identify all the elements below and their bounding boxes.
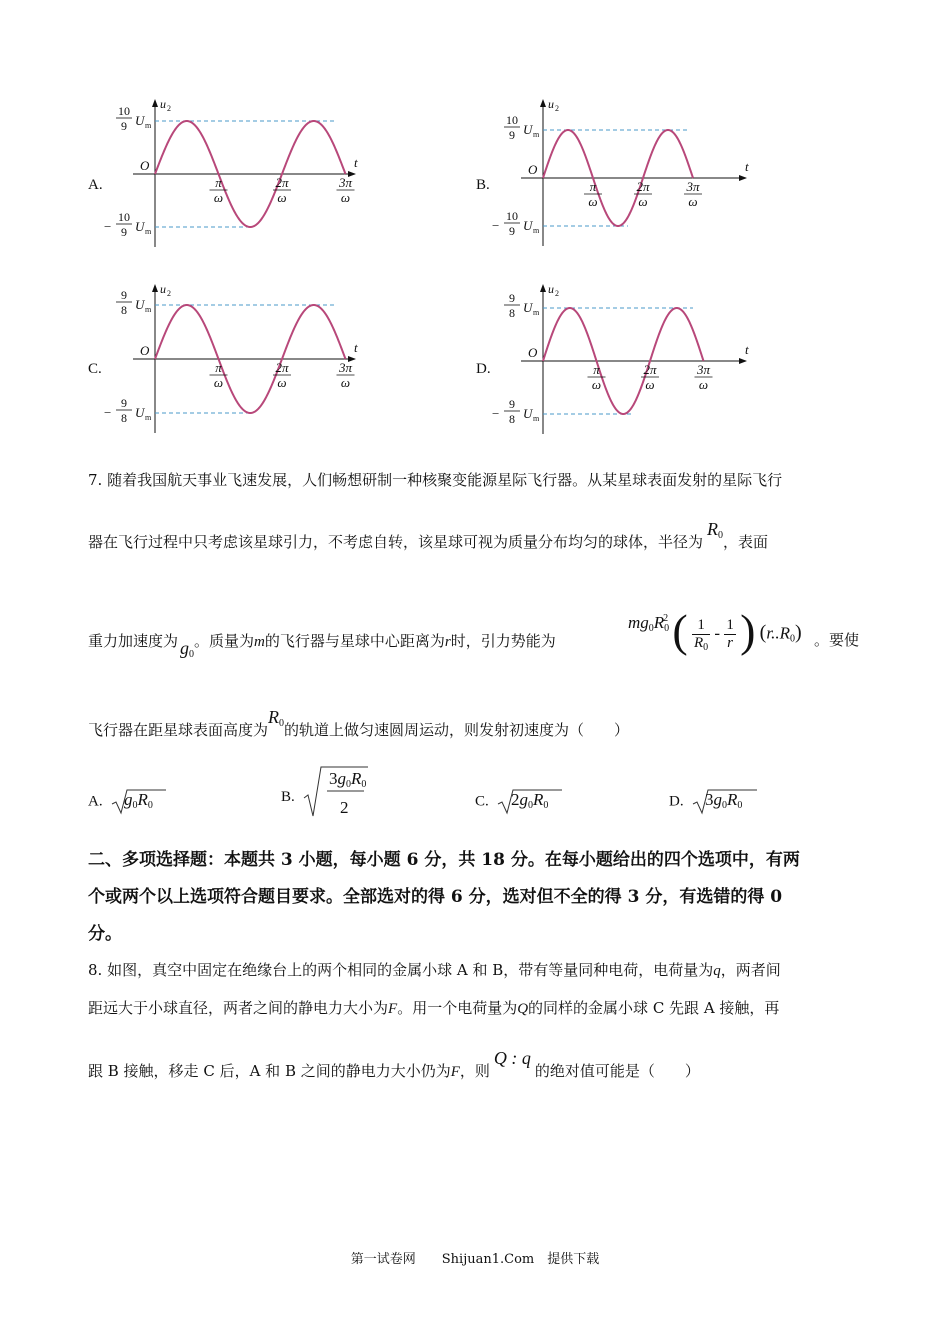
bottom-frac-den: 8 (509, 412, 515, 426)
bottom-minus: − (104, 219, 112, 234)
top-frac-den: 8 (121, 303, 127, 317)
tick-den-2: ω (638, 194, 648, 209)
tick-den-2: ω (277, 375, 287, 390)
radius-symbol: $R_0$ (707, 519, 724, 541)
tick-den-1: ω (588, 194, 598, 209)
tick-num-1: π (593, 362, 600, 377)
tick-num-1: π (215, 360, 222, 375)
y-axis-label-sub: 2 (167, 104, 171, 113)
q7-text-3b: 。质量为 (194, 632, 255, 650)
bottom-minus: − (492, 406, 500, 421)
q7-text-3c: 的飞行器与星球中心距离为 (264, 632, 445, 650)
y-axis-label: u (160, 97, 166, 111)
q7-option-d[interactable]: D. $3g_0R_0$ (669, 786, 759, 816)
tick-den-3: ω (340, 375, 351, 390)
distance-symbol: r (444, 634, 451, 650)
origin-label: O (140, 158, 150, 173)
bottom-amp-sub: m (145, 227, 152, 236)
bottom-frac-den: 9 (121, 225, 127, 239)
bottom-amp-sub: m (533, 226, 540, 235)
y-axis-arrow-icon (540, 284, 546, 292)
mass-symbol: m (254, 634, 265, 650)
tick-den-3: ω (340, 190, 351, 205)
y-axis-label: u (548, 97, 554, 111)
y-axis-arrow-icon (540, 99, 546, 107)
option-b-label: B. (476, 177, 490, 193)
bottom-amp-label: U (135, 405, 145, 420)
y-axis-label-sub: 2 (555, 289, 559, 298)
force-symbol: F (388, 1001, 398, 1017)
q7-line-4 (88, 707, 630, 746)
bottom-minus: − (104, 405, 112, 420)
y-axis-label: u (548, 282, 554, 296)
tick-num-2: 2π (275, 360, 289, 375)
charge-q-symbol: Q (517, 1001, 529, 1017)
top-amp-sub: m (533, 308, 540, 317)
tick-num-3: 3π (686, 179, 700, 194)
top-frac-num: 10 (118, 104, 130, 118)
tick-den-1: ω (591, 377, 602, 392)
q8-line-1: 8. 如图，真空中固定在绝缘台上的两个相同的金属小球 A 和 B，带有等量同种电荷，电荷量为q，两者间 (88, 961, 781, 979)
tick-den-1: ω (213, 190, 224, 205)
q7-text-4b: 的轨道上做匀速圆周运动，则发射初速度为（ ） (284, 721, 630, 739)
tick-num-2: 2π (643, 362, 657, 377)
y-axis-arrow-icon (152, 284, 158, 292)
q7-text-2a: 器在飞行过程中只考虑该星球引力，不考虑自转，该星球可视为质量分布均匀的球体，半径为 (88, 533, 704, 551)
q7-line-3e: 。要使 (814, 631, 860, 649)
top-amp-label: U (135, 297, 145, 312)
bottom-minus: − (492, 218, 500, 233)
section-2-line-2: 个或两个以上选项符合题目要求。全部选对的得 6 分，选对但不全的得 3 分，有选错的得 0 (88, 887, 783, 907)
y-axis-label: u (160, 282, 166, 296)
x-axis-arrow-icon (739, 175, 747, 181)
tick-num-1: π (215, 175, 222, 190)
top-frac-den: 8 (509, 306, 515, 320)
q8-line-2: 距远大于小球直径，两者之间的静电力大小为F。用一个电荷量为Q的同样的金属小球 C 先跟 A 接触，再 (88, 999, 780, 1017)
x-axis-label: t (354, 340, 358, 355)
top-frac-num: 9 (121, 288, 127, 302)
top-amp-label: U (135, 113, 145, 128)
bottom-amp-label: U (523, 406, 533, 421)
y-axis-arrow-icon (152, 99, 158, 107)
top-frac-den: 9 (121, 119, 127, 133)
origin-label: O (140, 343, 150, 358)
tick-den-2: ω (645, 377, 655, 392)
origin-label: O (528, 345, 538, 360)
charge-symbol: q (713, 963, 721, 979)
origin-label: O (528, 162, 538, 177)
q7-text-3a: 重力加速度为 (88, 632, 179, 650)
top-frac-num: 9 (509, 291, 515, 305)
q7-line-2 (88, 519, 769, 558)
bottom-amp-label: U (523, 218, 533, 233)
tick-den-1: ω (213, 375, 224, 390)
gravity-symbol: $g_0$ (180, 638, 195, 660)
top-amp-sub: m (145, 305, 152, 314)
top-amp-sub: m (533, 130, 540, 139)
page-footer: 第一试卷网 Shijuan1.Com 提供下载 (350, 1252, 600, 1267)
top-amp-sub: m (145, 121, 152, 130)
q7-text-4a: 飞行器在距星球表面高度为 (88, 721, 269, 739)
tick-num-2: 2π (275, 175, 289, 190)
bottom-frac-num: 9 (509, 397, 515, 411)
top-frac-num: 10 (506, 113, 518, 127)
tick-den-3: ω (698, 377, 709, 392)
graph-option-d (488, 275, 768, 435)
y-axis-label-sub: 2 (555, 104, 559, 113)
tick-den-2: ω (277, 190, 287, 205)
q7-line-1 (88, 470, 782, 490)
bottom-frac-num: 9 (121, 396, 127, 410)
graph-option-c (100, 275, 380, 435)
bottom-frac-den: 9 (509, 224, 515, 238)
top-frac-den: 9 (509, 128, 515, 142)
x-axis-arrow-icon (739, 358, 747, 364)
option-a-label: A. (88, 177, 103, 193)
q7-text-2b: ，表面 (723, 533, 769, 551)
q7-option-b[interactable]: B. $3g_0R_0$ 2 (281, 764, 370, 820)
tick-num-1: π (589, 179, 597, 194)
q7-option-a[interactable]: A. $g_0R_0$ (88, 786, 168, 816)
tick-num-3: 3π (338, 175, 353, 190)
x-axis-label: t (354, 155, 358, 170)
graph-option-b (488, 90, 768, 250)
section-2-heading (88, 842, 800, 953)
height-symbol: $R_0$ (268, 707, 285, 729)
q7-text-1: 7. 随着我国航天事业飞速发展，人们畅想研制一种核聚变能源星际飞行器。从某星球表面发射的星际飞行 (88, 471, 783, 489)
section-2-line-1: 二、多项选择题：本题共 3 小题，每小题 6 分，共 18 分。在每小题给出的四个选项中，有两 (88, 850, 800, 870)
bottom-amp-sub: m (533, 414, 540, 423)
tick-num-2: 2π (636, 179, 650, 194)
section-2-line-3: 分。 (88, 924, 122, 944)
option-d-label: D. (476, 361, 491, 377)
q7-line-3 (88, 630, 556, 660)
x-axis-label: t (745, 342, 749, 357)
tick-num-3: 3π (696, 362, 711, 377)
bottom-frac-num: 10 (118, 210, 130, 224)
top-amp-label: U (523, 122, 533, 137)
bottom-frac-num: 10 (506, 209, 518, 223)
q8-line-3: 跟 B 接触，移走 C 后，A 和 B 之间的静电力大小仍为F，则Q : q的绝对值可能是（ ） (88, 1048, 700, 1080)
bottom-frac-den: 8 (121, 411, 127, 425)
y-axis-label-sub: 2 (167, 289, 171, 298)
option-c-label: C. (88, 361, 102, 377)
top-amp-label: U (523, 300, 533, 315)
graph-option-a (100, 90, 380, 250)
bottom-amp-label: U (135, 219, 145, 234)
q7-option-c[interactable]: C. $2g_0R_0$ (475, 786, 564, 816)
ratio-expression: Q : q (493, 1048, 531, 1068)
q7-text-3d: 时，引力势能为 (450, 632, 556, 650)
potential-energy-formula: $mg_0R_0^2$ ( $\frac{1}{R_0}$ - $\frac{1}{r}$ ) $(r..R_0)$ (628, 605, 802, 656)
tick-num-3: 3π (338, 360, 353, 375)
tick-den-3: ω (688, 194, 698, 209)
bottom-amp-sub: m (145, 413, 152, 422)
x-axis-label: t (745, 159, 749, 174)
